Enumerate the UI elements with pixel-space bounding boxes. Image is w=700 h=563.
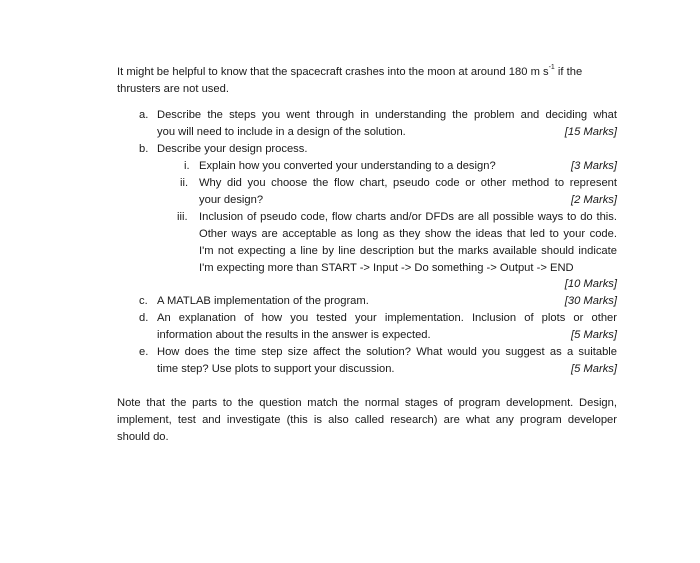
item-e-label: e. <box>139 346 149 358</box>
item-a-marks: [15 Marks] <box>564 126 617 138</box>
item-a-line-1: Describe the steps you went through in understanding the problem and deciding what <box>157 109 617 121</box>
item-e-line-1: How does the time step size affect the solution? What would you suggest as a suitable <box>157 346 617 358</box>
item-b-i-line-1: Explain how you converted your understanding to a design? <box>199 160 496 172</box>
item-d-line-1: An explanation of how you tested your implementation. Inclusion of plots or other <box>157 312 617 324</box>
item-e-line-2: time step? Use plots to support your discussion. <box>157 363 395 375</box>
item-b-line-1: Describe your design process. <box>157 143 308 155</box>
item-b-ii-marks: [2 Marks] <box>570 194 617 206</box>
note-line-3: should do. <box>117 431 169 443</box>
intro-line-1 <box>117 64 582 81</box>
intro-line-1-tail: if the <box>554 66 583 78</box>
item-c-line-1: A MATLAB implementation of the program. <box>157 295 369 307</box>
item-b-ii-line-2: your design? <box>199 194 264 206</box>
item-d-label: d. <box>139 312 149 324</box>
item-b-iii-line-2: Other ways are acceptable as long as they show the ideas that led to your code. <box>199 228 617 240</box>
item-b-ii-line-1: Why did you choose the flow chart, pseudo code or other method to represent <box>199 177 617 189</box>
item-d-line-2: information about the results in the answer is expected. <box>157 329 431 341</box>
item-b-i-label: i. <box>184 160 190 172</box>
note-line-2: implement, test and investigate (this is also called research) are what any program developer <box>117 414 617 426</box>
note-line-1: Note that the parts to the question match the normal stages of program development. Design, <box>117 397 617 409</box>
intro-superscript: -1 <box>548 64 555 72</box>
item-a-label: a. <box>139 109 149 121</box>
item-b-iii-line-1: Inclusion of pseudo code, flow charts and/or DFDs are all possible ways to do this. <box>199 211 617 223</box>
item-b-iii-line-3: I'm not expecting a line by line description but the marks available should indicate <box>199 245 617 257</box>
item-b-iii-marks: [10 Marks] <box>564 278 617 290</box>
intro-line-1-text: It might be helpful to know that the spacecraft crashes into the moon at around 180 m s <box>117 66 549 78</box>
item-d-marks: [5 Marks] <box>570 329 617 341</box>
item-b-iii-line-4: I'm expecting more than START -> Input -> Do something -> Output -> END <box>199 262 574 274</box>
item-e-marks: [5 Marks] <box>570 363 617 375</box>
item-c-marks: [30 Marks] <box>564 295 617 307</box>
item-c-label: c. <box>139 295 148 307</box>
intro-line-2: thrusters are not used. <box>117 83 229 95</box>
item-b-label: b. <box>139 143 149 155</box>
item-a-line-2: you will need to include in a design of the solution. <box>157 126 406 138</box>
item-b-ii-label: ii. <box>180 177 189 189</box>
item-b-iii-label: iii. <box>177 211 188 223</box>
item-b-i-marks: [3 Marks] <box>570 160 617 172</box>
